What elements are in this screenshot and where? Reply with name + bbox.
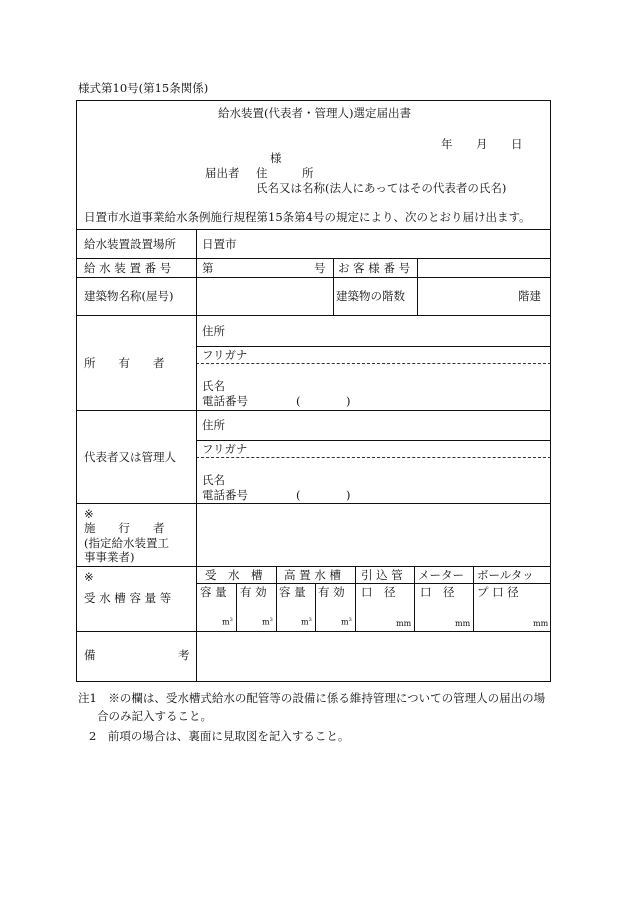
unit-mm-3: mm	[533, 619, 549, 628]
et-effective-label: 有 効	[318, 585, 345, 599]
date-year: 年	[441, 137, 453, 151]
unit-m3-3: $m^3$	[301, 617, 312, 627]
floors-label: 建築物の階数	[336, 289, 405, 303]
remarks-label-a: 備	[84, 648, 96, 662]
inlet-pipe-sub: 口 径	[361, 585, 396, 599]
unit-m3-2: $m^3$	[262, 617, 273, 627]
representative-label: 代表者又は管理人	[84, 450, 176, 464]
meter-sub: 口 径	[420, 585, 455, 599]
et-capacity-label: 容 量	[279, 585, 306, 599]
owner-furigana-label: フリガナ	[202, 348, 248, 362]
location-label: 給水装置設置場所	[84, 237, 176, 251]
rt-effective-label: 有 効	[240, 585, 267, 599]
owner-phone-label: 電話番号	[202, 394, 248, 408]
contractor-sub1: (指定給水装置工	[84, 536, 169, 550]
meter-header: メーター	[418, 568, 464, 582]
rep-address-label: 住所	[202, 418, 225, 432]
floors-unit: 階建	[518, 289, 541, 303]
contractor-label: 施 行 者	[84, 521, 165, 535]
tank-label: 受 水 槽 容 量 等	[84, 591, 172, 605]
rep-phone-paren-open: (	[296, 488, 301, 502]
receiving-tank-header: 受 水 槽	[205, 568, 263, 582]
owner-label: 所 有 者	[84, 356, 165, 370]
form-title: 給水装置(代表者・管理人)選定届出書	[218, 106, 411, 120]
unit-mm-2: mm	[455, 619, 471, 628]
elevated-tank-header: 高 置 水 槽	[284, 568, 341, 582]
unit-m3-4: $m^3$	[341, 617, 352, 627]
rt-capacity-label: 容 量	[200, 585, 227, 599]
addressee-suffix: 様	[270, 151, 282, 165]
owner-phone-paren-open: (	[296, 394, 301, 408]
note-1: 注1 ※の欄は、受水槽式給水の配管等の設備に係る維持管理についての管理人の届出の場	[78, 691, 546, 705]
tank-mark: ※	[84, 570, 94, 584]
applicant-name-label: 氏名又は名称(法人にあってはその代表者の氏名)	[256, 181, 507, 195]
ball-tap-header: ボールタッ	[477, 568, 534, 582]
date-month: 月	[476, 137, 488, 151]
device-no-suffix: 号	[314, 261, 326, 275]
remarks-label-b: 考	[178, 648, 190, 662]
ball-tap-sub: プ 口 径	[477, 585, 519, 599]
applicant-address-label: 住 所	[256, 166, 314, 180]
declaration-text: 日置市水道事業給水条例施行規程第15条第4号の規定により、次のとおり届け出ます。	[84, 210, 531, 224]
note-2: 2 前項の場合は、裏面に見取図を記入すること。	[89, 729, 350, 743]
owner-name-label: 氏名	[202, 379, 225, 393]
device-no-prefix: 第	[202, 261, 214, 275]
unit-mm-1: mm	[396, 619, 412, 628]
inlet-pipe-header: 引 込 管	[361, 568, 403, 582]
building-name-label: 建築物名称(屋号)	[84, 289, 174, 303]
rep-phone-label: 電話番号	[202, 488, 248, 502]
unit-m3-1: $m^3$	[222, 617, 233, 627]
device-no-label: 給 水 装 置 番 号	[84, 261, 172, 275]
rep-name-label: 氏名	[202, 473, 225, 487]
rep-furigana-label: フリガナ	[202, 442, 248, 456]
form-id: 様式第10号(第15条関係)	[78, 81, 209, 95]
owner-phone-paren-close: )	[346, 394, 351, 408]
note-1-cont: 合のみ記入すること。	[97, 709, 212, 723]
owner-address-label: 住所	[202, 324, 225, 338]
contractor-mark: ※	[84, 507, 94, 521]
applicant-label: 届出者	[205, 166, 240, 180]
date-day: 日	[511, 137, 523, 151]
rep-phone-paren-close: )	[346, 488, 351, 502]
location-value: 日置市	[202, 237, 237, 251]
contractor-sub2: 事事業者)	[84, 550, 135, 564]
customer-no-label: お 客 様 番 号	[338, 261, 411, 275]
